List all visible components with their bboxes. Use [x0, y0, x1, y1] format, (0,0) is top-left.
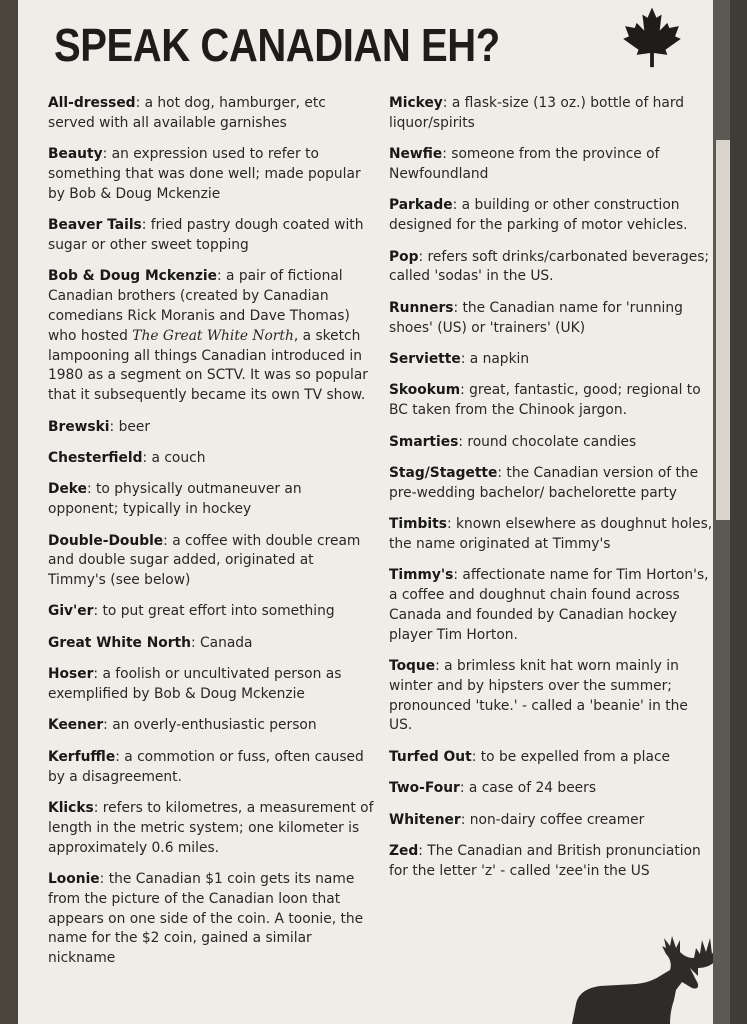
maple-leaf-icon: [620, 4, 684, 70]
glossary-term: Keener: [48, 717, 104, 734]
glossary-entry: [389, 299, 715, 339]
glossary-definition: : affectionate name for Tim Horton's, a coffee and doughnut chain found across Canada and founded by Canadian hockey player Tim Horton.: [389, 567, 709, 643]
glossary-definition: : a couch: [142, 449, 206, 466]
glossary-definition: : an expression used to refer to something that was done well; made popular by Bob & Doug Mckenzie: [48, 146, 361, 202]
title-row: [54, 10, 714, 80]
glossary-entry: [48, 799, 374, 858]
glossary-entry: [48, 145, 374, 204]
moose-silhouette: [566, 930, 726, 1024]
glossary-entry: [389, 381, 715, 421]
glossary-entry: [48, 418, 374, 438]
glossary-term: Double-Double: [48, 532, 164, 549]
glossary-definition: : to physically outmaneuver an opponent; typically in hockey: [48, 481, 302, 518]
glossary-term: Whitener: [389, 811, 461, 828]
glossary-definition: : refers soft drinks/carbonated beverages; called 'sodas' in the US.: [389, 248, 710, 285]
glossary-definition: : the Canadian $1 coin gets its name from the picture of the Canadian loon that appears on one side of the coin. A toonie, the name for the $2 coin, gained a similar nickname: [48, 871, 364, 967]
glossary-term: Beauty: [48, 146, 103, 163]
glossary-entry: [389, 350, 715, 370]
glossary-term: Two-Four: [389, 780, 460, 797]
glossary-entry: [389, 842, 715, 882]
glossary-definition: : a building or other construction designed for the parking of motor vehicles.: [389, 197, 688, 234]
glossary-term: Toque: [389, 658, 436, 675]
glossary-definition: : someone from the province of Newfoundland: [389, 146, 660, 182]
glossary-term: Mickey: [389, 95, 443, 111]
glossary-term: Klicks: [48, 800, 94, 817]
glossary-term: Timbits: [389, 516, 447, 533]
glossary-entry: [48, 94, 374, 134]
glossary-definition: : an overly-enthusiastic person: [103, 717, 317, 734]
glossary-entry: [389, 433, 715, 453]
glossary-entry: [389, 94, 715, 134]
glossary-definition: : a coffee with double cream and double sugar added, originated at Timmy's (see below): [48, 532, 361, 589]
glossary-entry: [389, 779, 715, 799]
glossary-entry: [389, 196, 715, 236]
glossary-definition: : the Canadian version of the pre-wedding bachelor/ bachelorette party: [389, 464, 699, 501]
glossary-entry: [48, 532, 374, 591]
glossary-entry: [389, 748, 715, 768]
glossary-term: Hoser: [48, 666, 94, 683]
glossary-term: Stag/Stagette: [389, 464, 498, 481]
glossary-entry: [48, 449, 374, 469]
glossary-term: Beaver Tails: [48, 217, 142, 234]
glossary-definition-continued: , a sketch lampooning all things Canadian introduced in 1980 as a segment on SCTV. It was so popular that it subsequently became its own TV show.: [48, 327, 368, 404]
glossary-definition: : to be expelled from a place: [471, 748, 671, 765]
glossary-definition: : refers to kilometres, a measurement of length in the metric system; one kilometer is approximately 0.6 miles.: [48, 800, 374, 856]
glossary-definition: : a case of 24 beers: [459, 780, 597, 797]
glossary-entry: [48, 716, 374, 736]
glossary-term: Brewski: [48, 418, 110, 435]
glossary-definition: : a flask-size (13 oz.) bottle of hard liquor/spirits: [389, 95, 685, 131]
show-title: The Great White North: [132, 327, 294, 344]
glossary-term: Timmy's: [389, 567, 454, 584]
glossary-term: Serviette: [389, 350, 461, 367]
glossary-definition: : a foolish or uncultivated person as exemplified by Bob & Doug Mckenzie: [48, 666, 342, 703]
glossary-term: Chesterfield: [48, 449, 143, 466]
glossary-definition: : a commotion or fuss, often caused by a disagreement.: [48, 748, 364, 785]
glossary-term: Loonie: [48, 871, 100, 888]
glossary-definition: : Canada: [190, 634, 253, 651]
glossary-definition: : fried pastry dough coated with sugar or other sweet topping: [48, 217, 364, 253]
glossary-term: Turfed Out: [389, 748, 472, 765]
glossary-page: [18, 0, 730, 1024]
glossary-definition: : The Canadian and British pronunciation for the letter 'z' - called 'zee'in the US: [389, 843, 701, 879]
glossary-term: Skookum: [389, 382, 461, 399]
glossary-term: Newfie: [389, 146, 443, 163]
glossary-entry: [389, 515, 715, 555]
glossary-entry: [389, 566, 715, 645]
glossary-definition: : beer: [109, 418, 150, 435]
left-column: [48, 94, 374, 981]
glossary-definition: : non-dairy coffee creamer: [460, 811, 645, 828]
glossary-term: Pop: [389, 248, 419, 265]
page-title: SPEAK CANADIAN EH?: [54, 19, 500, 71]
glossary-definition: : a brimless knit hat worn mainly in winter and by hipsters over the summer; pronounced 'tuke.' - called a 'beanie' in the US.: [389, 658, 688, 734]
right-page-edge: [713, 0, 730, 1024]
glossary-definition: : great, fantastic, good; regional to BC taken from the Chinook jargon.: [389, 382, 701, 419]
glossary-definition: : a pair of fictional Canadian brothers (created by Canadian comedians Rick Moranis and Dave Thomas) who hosted: [48, 268, 350, 344]
glossary-term: Giv'er: [48, 603, 94, 620]
glossary-definition: : round chocolate candies: [458, 433, 637, 450]
glossary-definition: : to put great effort into something: [93, 603, 335, 620]
glossary-term: Kerfuffle: [48, 748, 116, 765]
glossary-term: Deke: [48, 481, 87, 498]
left-page-edge: [0, 0, 18, 1024]
glossary-term: Smarties: [389, 433, 459, 450]
glossary-entry: [389, 811, 715, 831]
glossary-entry: [48, 870, 374, 969]
glossary-entry: [48, 602, 374, 622]
glossary-term: All-dressed: [48, 95, 136, 111]
adjacent-page-strip: [716, 140, 730, 520]
glossary-entry: [48, 267, 374, 406]
glossary-entry: [48, 665, 374, 705]
glossary-definition: : a napkin: [460, 350, 530, 367]
glossary-entry: [48, 480, 374, 520]
glossary-definition: : known elsewhere as doughnut holes, the name originated at Timmy's: [389, 516, 713, 552]
glossary-entry: [48, 634, 374, 654]
glossary-entry: [389, 248, 715, 288]
glossary-entry: [48, 748, 374, 788]
glossary-definition: : a hot dog, hamburger, etc served with all available garnishes: [48, 95, 326, 131]
glossary-term: Great White North: [48, 634, 191, 651]
glossary-term: Bob & Doug Mckenzie: [48, 268, 217, 285]
glossary-definition: : the Canadian name for 'running shoes' (US) or 'trainers' (UK): [389, 299, 683, 336]
glossary-entry: [389, 657, 715, 736]
glossary-term: Zed: [389, 843, 419, 860]
right-column: [389, 94, 715, 893]
glossary-entry: [389, 145, 715, 185]
glossary-term: Runners: [389, 299, 454, 316]
glossary-term: Parkade: [389, 197, 453, 214]
glossary-entry: [389, 464, 715, 504]
glossary-entry: [48, 216, 374, 256]
